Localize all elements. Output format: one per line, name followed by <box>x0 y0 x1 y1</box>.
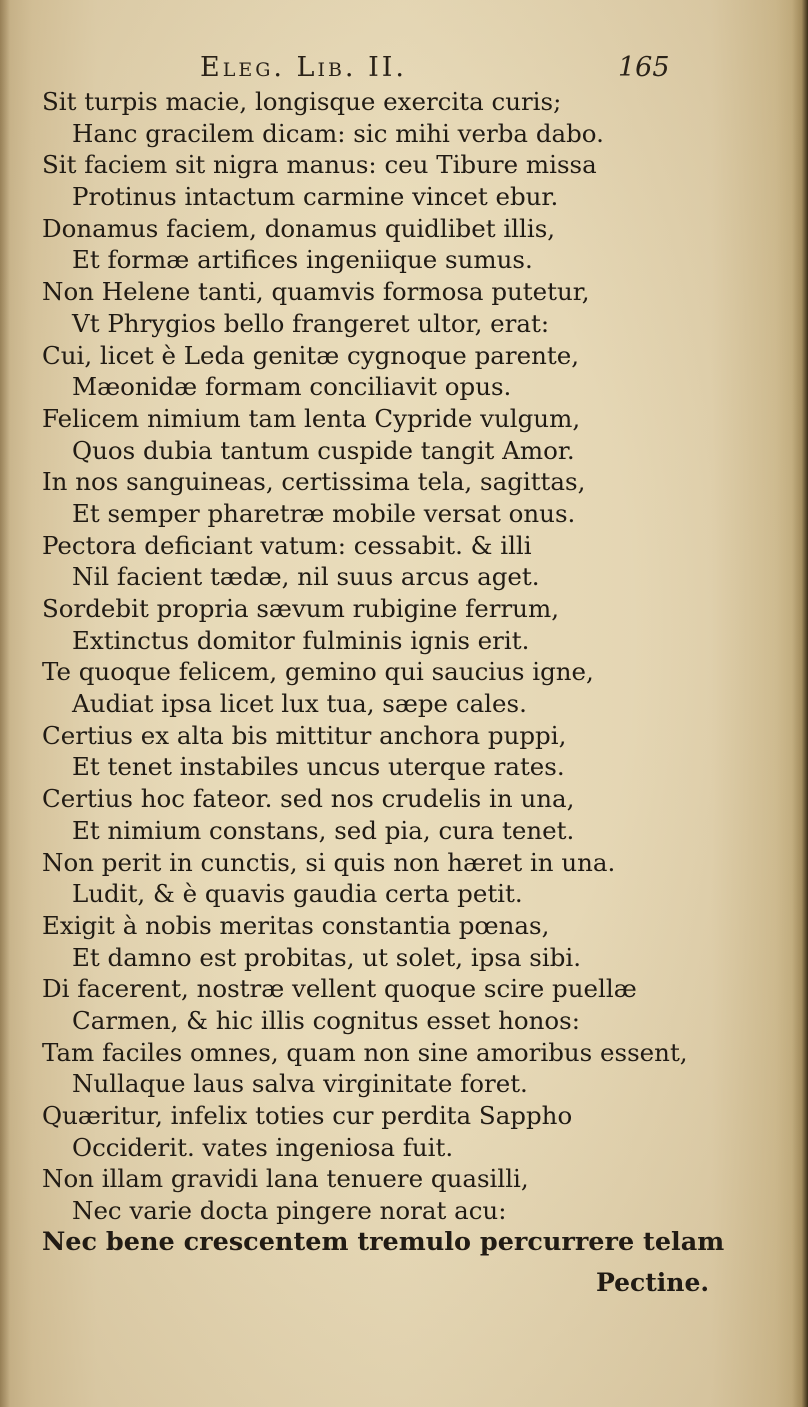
verse-line: Certius hoc fateor. sed nos crudelis in una, <box>42 784 575 814</box>
verse-line: Tam faciles omnes, quam non sine amoribus essent, <box>42 1037 688 1067</box>
verse-line: In nos sanguineas, certissima tela, sagittas, <box>42 467 586 497</box>
verse-line: Quæritur, infelix toties cur perdita Sappho <box>42 1101 573 1130</box>
verse-line: Et tenet instabiles uncus uterque rates. <box>72 752 565 782</box>
verse-line: Felicem nimium tam lenta Cypride vulgum, <box>42 403 581 433</box>
verse-line: Certius ex alta bis mittitur anchora puppi, <box>42 720 567 750</box>
page-edge-shadow <box>792 0 808 1407</box>
verse-line: Vt Phrygios bello frangeret ultor, erat: <box>72 308 550 338</box>
verse-line: Audiat ipsa licet lux tua, sæpe cales. <box>72 689 527 719</box>
verse-line: Mæonidæ formam conciliavit opus. <box>72 372 512 402</box>
verse-line: Nec bene crescentem tremulo percurrere telam <box>42 1226 725 1257</box>
verse-line: Sit turpis macie, longisque exercita curis; <box>42 87 562 116</box>
page-number: 165 <box>618 52 670 83</box>
verse-line: Te quoque felicem, gemino qui saucius igne, <box>42 657 594 687</box>
verse-line: Et semper pharetræ mobile versat onus. <box>72 498 576 528</box>
verse-line: Sit faciem sit nigra manus: ceu Tibure missa <box>42 150 597 180</box>
verse-line: Pectora deficiant vatum: cessabit. & illi <box>42 530 532 560</box>
verse-line: Nullaque laus salva virginitate foret. <box>72 1069 528 1099</box>
verse-line: Nil facient tædæ, nil suus arcus aget. <box>72 562 540 592</box>
verse-line: Non perit in cunctis, si quis non hæret in una. <box>42 847 616 877</box>
verse-line: Donamus faciem, donamus quidlibet illis, <box>42 213 556 243</box>
verse-line: Carmen, & hic illis cognitus esset honos: <box>72 1005 580 1035</box>
verse-line: Et nimium constans, sed pia, cura tenet. <box>72 815 575 845</box>
verse-line: Cui, licet è Leda genitæ cygnoque parente, <box>42 340 579 370</box>
verse-line: Protinus intactum carmine vincet ebur. <box>72 182 559 212</box>
catchword: Pectine. <box>596 1268 710 1297</box>
poem-text <box>42 86 732 1258</box>
verse-line: Non Helene tanti, quamvis formosa putetur, <box>42 277 590 307</box>
verse-line: Extinctus domitor fulminis ignis erit. <box>72 625 530 655</box>
verse-line: Exigit à nobis meritas constantia pœnas, <box>42 910 550 940</box>
verse-line: Occiderit. vates ingeniosa fuit. <box>72 1132 454 1162</box>
verse-line: Et damno est probitas, ut solet, ipsa sibi. <box>72 942 582 972</box>
verse-line: Et formæ artifices ingeniique sumus. <box>72 245 533 275</box>
running-head: Eleg. Lib. II. <box>200 52 408 83</box>
page-header <box>0 52 808 86</box>
verse-line: Ludit, & è quavis gaudia certa petit. <box>72 879 523 909</box>
verse-line: Di facerent, nostræ vellent quoque scire puellæ <box>42 974 637 1004</box>
page-gutter-shadow <box>0 0 10 1407</box>
verse-line: Quos dubia tantum cuspide tangit Amor. <box>72 435 575 465</box>
verse-line: Non illam gravidi lana tenuere quasilli, <box>42 1164 529 1194</box>
verse-line: Hanc gracilem dicam: sic mihi verba dabo. <box>72 118 604 148</box>
verse-line: Nec varie docta pingere norat acu: <box>72 1196 507 1226</box>
verse-line: Sordebit propria sævum rubigine ferrum, <box>42 594 559 623</box>
